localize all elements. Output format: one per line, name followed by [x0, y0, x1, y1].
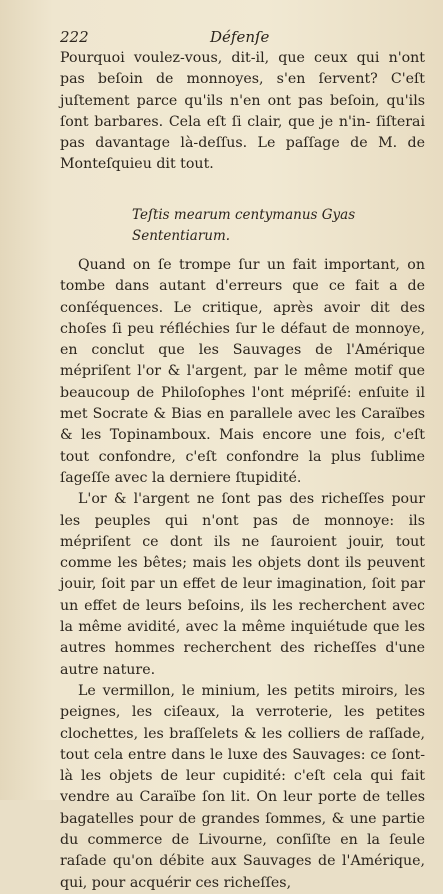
quote-line-2: Sententiarum. [132, 228, 231, 244]
body-text [60, 255, 425, 894]
quote-line-1: Teſtis mearum centymanus Gyas [132, 207, 356, 223]
running-title: Défenſe [210, 28, 270, 46]
latin-quote [132, 205, 355, 247]
paragraph: Le vermillon, le minium, les petits miroirs, les peignes, les ciſeaux, la verroterie, les petites clochettes, les braſſelets & les colliers de raſſade, tout cela entre dans le luxe des Sauvages: ce ſont-là les objets de leur cupidité: c'eſt cela qui fait vendre au Caraïbe ſon lit. On leur porte de telles bagatelles pour de grandes ſommes, & une partie du commerce de Livourne, conſiſte en la ſeule raſade qu'on débite aux Sauvages de l'Amérique, qui, pour acquérir ces richeſſes, [60, 682, 425, 891]
page-number: 222 [60, 28, 89, 46]
page-header [60, 28, 425, 50]
text-line: Pourquoi voulez-vous, dit-il, que ceux qui n'ont pas beſoin de monnoyes, s'en ſervent? C'eſt juſtement parce qu'ils n'en ont pas beſoin, qu'ils ſont barbares. Cela eſt ſi clair, que je n'in- ſiſterai pas davantage là-deſſus. Le paſſage de M. de Monteſquieu dit tout. [60, 50, 426, 173]
paragraph: L'or & l'argent ne ſont pas des richeſſes pour les peuples qui n'ont pas de monnoye: ils mépriſent ce dont ils ne ſauroient jouir, tout comme les bêtes; mais les objets dont ils peuvent jouir, ſoit par un effet de leur imagination, ſoit par un effet de leurs beſoins, ils les recherchent avec la même avidité, avec la même inquiétude que les autres hommes recherchent des richeſſes d'une autre nature. [60, 491, 425, 678]
paragraph: Quand on ſe trompe ſur un fait important, on tombe dans autant d'erreurs que ce fait a de conſéquences. Le critique, après avoir dit des choſes ſi peu réfléchies ſur le défaut de monnoye, en conclut que les Sauvages de l'Amérique mépriſent l'or & l'argent, par le même motif que beaucoup de Philoſophes l'ont mépriſé: enſuite il met Socrate & Bias en parallele avec les Caraïbes & les Topinamboux. Mais encore une fois, c'eſt tout confondre, c'eſt confondre la plus ſublime ſageſſe avec la derniere ſtupidité. [60, 257, 425, 486]
paragraph-top [60, 48, 425, 176]
